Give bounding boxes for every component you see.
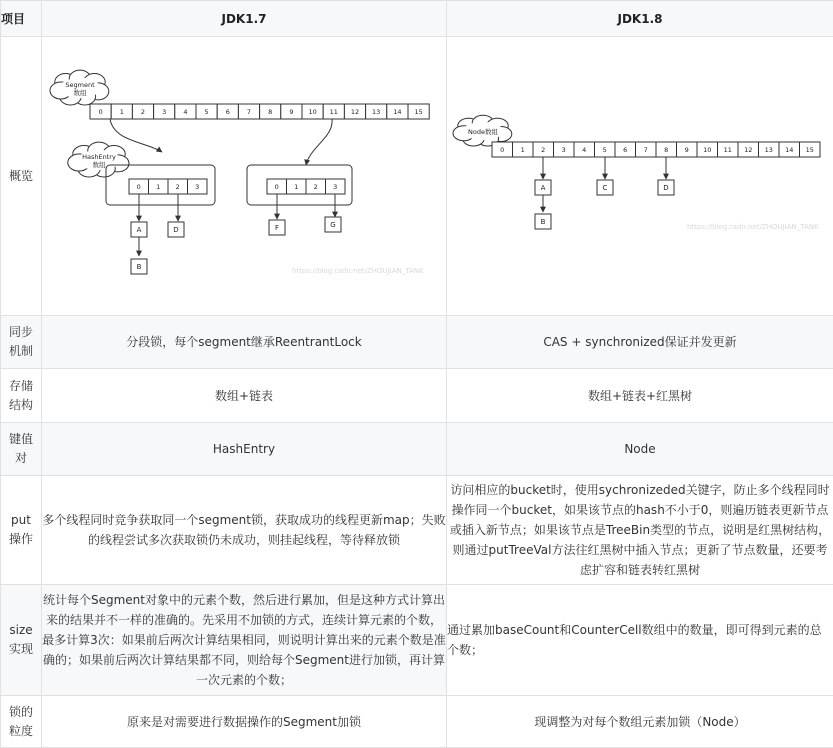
jdk18-structure-diagram bbox=[447, 37, 833, 315]
row-jdk17-value: 原来是对需要进行数据操作的Segment加锁 bbox=[42, 696, 447, 748]
node-array-cell-label: 12 bbox=[744, 146, 752, 154]
watermark: https://blog.csdn.net/ZHOUJIAN_TANK bbox=[292, 267, 424, 275]
segment-cell-label: 6 bbox=[226, 108, 230, 116]
row-jdk17-value: 分段锁，每个segment继承ReentrantLock bbox=[42, 316, 447, 369]
node-array-cell-label: 15 bbox=[806, 146, 814, 154]
node-array-cell-label: 3 bbox=[562, 146, 566, 154]
node-label-f: F bbox=[275, 224, 279, 232]
cloud-label: Node数组 bbox=[468, 127, 498, 136]
segment-cell-label: 4 bbox=[183, 108, 187, 116]
row-sync bbox=[1, 316, 833, 369]
cloud-label: 数组 bbox=[74, 88, 88, 97]
jdk17-structure-diagram bbox=[42, 37, 446, 315]
bucket-left-cell-label: 0 bbox=[137, 183, 141, 191]
row-jdk17-value: 统计每个Segment对象中的元素个数，然后进行累加，但是这种方式计算出来的结果并不一样的准确的。先采用不加锁的方式，连续计算元素的个数，最多计算3次：如果前后两次计算结果相同，则说明计算出来的元素个数是准确的；如果前后两次计算结果都不同，则给每个Segment进行加锁，再计算一次元素的个数； bbox=[42, 585, 447, 696]
segment-cell-label: 7 bbox=[247, 108, 251, 116]
watermark: https://blog.csdn.net/ZHOUJIAN_TANK bbox=[687, 223, 819, 231]
row-jdk18-value: 现调整为对每个数组元素加锁（Node） bbox=[447, 696, 833, 748]
segment-array-cloud bbox=[50, 70, 109, 105]
row-kv bbox=[1, 423, 833, 476]
segment-cell-label: 12 bbox=[351, 108, 359, 116]
node-array-cell-label: 9 bbox=[685, 146, 689, 154]
overview-label: 概览 bbox=[1, 37, 42, 316]
row-label: 键值 对 bbox=[1, 423, 42, 476]
node-label-a: A bbox=[541, 184, 546, 192]
segment-cell-label: 14 bbox=[393, 108, 401, 116]
row-jdk18-value: 通过累加baseCount和CounterCell数组中的数量，即可得到元素的总个数； bbox=[447, 585, 833, 696]
segment-cell-label: 10 bbox=[308, 108, 316, 116]
node-array-cell-label: 1 bbox=[521, 146, 525, 154]
row-jdk17-value: 数组+链表 bbox=[42, 369, 447, 423]
node-array-cell-label: 2 bbox=[541, 146, 545, 154]
row-jdk17-value: HashEntry bbox=[42, 423, 447, 476]
cloud-label: HashEntry bbox=[82, 153, 116, 161]
segment-arrow-right bbox=[306, 119, 332, 165]
segment-cell-label: 2 bbox=[141, 108, 145, 116]
row-label: size 实现 bbox=[1, 585, 42, 696]
node-label-b: B bbox=[137, 263, 142, 271]
node-array-cell-label: 10 bbox=[703, 146, 711, 154]
node-array-cell-label: 7 bbox=[644, 146, 648, 154]
node-array-cell-label: 5 bbox=[603, 146, 607, 154]
node-label-c: C bbox=[603, 184, 608, 192]
node-array-cell-label: 14 bbox=[785, 146, 793, 154]
node-label-a: A bbox=[137, 226, 142, 234]
segment-cell-label: 15 bbox=[414, 108, 422, 116]
header-jdk17: JDK1.7 bbox=[42, 1, 447, 37]
row-label: put 操作 bbox=[1, 476, 42, 585]
bucket-right-cell-label: 0 bbox=[275, 183, 279, 191]
segment-cell-label: 0 bbox=[99, 108, 103, 116]
header-row bbox=[1, 1, 833, 37]
bucket-right-cell-label: 2 bbox=[314, 183, 318, 191]
bucket-left-cell-label: 2 bbox=[176, 183, 180, 191]
overview-jdk18-cell bbox=[447, 37, 833, 316]
segment-cell-label: 5 bbox=[205, 108, 209, 116]
segment-cell-label: 9 bbox=[289, 108, 293, 116]
row-overview bbox=[1, 37, 833, 316]
segment-cell-label: 8 bbox=[268, 108, 272, 116]
row-jdk18-value: 数组+链表+红黑树 bbox=[447, 369, 833, 423]
node-array-cell-label: 13 bbox=[765, 146, 773, 154]
bucket-right-cell-label: 1 bbox=[294, 183, 298, 191]
row-jdk18-value: 访问相应的bucket时，使用sychronizeded关键字，防止多个线程同时操作同一个bucket，如果该节点的hash不小于0，则遍历链表更新节点或插入新节点；如果该节点是TreeBin类型的节点，说明是红黑树结构，则通过putTreeVal方法往红黑树中插入节点；更新了节点数量，还要考虑扩容和链表转红黑树 bbox=[447, 476, 833, 585]
row-jdk18-value: Node bbox=[447, 423, 833, 476]
node-label-b: B bbox=[541, 218, 546, 226]
node-array-cell-label: 11 bbox=[724, 146, 732, 154]
node-array-cell-label: 4 bbox=[582, 146, 586, 154]
node-label-d: D bbox=[663, 184, 668, 192]
row-label: 同步 机制 bbox=[1, 316, 42, 369]
header-item: 项目 bbox=[1, 1, 42, 37]
bucket-right-cell-label: 3 bbox=[333, 183, 337, 191]
node-array-cell-label: 8 bbox=[664, 146, 668, 154]
header-jdk18: JDK1.8 bbox=[447, 1, 833, 37]
row-size bbox=[1, 585, 833, 696]
node-label-g: G bbox=[330, 221, 335, 229]
row-label: 锁的 粒度 bbox=[1, 696, 42, 748]
bucket-left-cell-label: 3 bbox=[195, 183, 199, 191]
bucket-left-cell-label: 1 bbox=[156, 183, 160, 191]
row-label: 存储 结构 bbox=[1, 369, 42, 423]
row-jdk18-value: CAS + synchronized保证并发更新 bbox=[447, 316, 833, 369]
node-array-cell-label: 0 bbox=[500, 146, 504, 154]
segment-cell-label: 1 bbox=[120, 108, 124, 116]
row-jdk17-value: 多个线程同时竞争获取同一个segment锁，获取成功的线程更新map；失败的线程尝试多次获取锁仍未成功，则挂起线程，等待释放锁 bbox=[42, 476, 447, 585]
cloud-label: 数组 bbox=[93, 160, 107, 169]
overview-jdk17-cell bbox=[42, 37, 447, 316]
row-lock bbox=[1, 696, 833, 748]
segment-cell-label: 13 bbox=[372, 108, 380, 116]
segment-cell-label: 11 bbox=[330, 108, 338, 116]
hashentry-array-cloud bbox=[68, 142, 129, 177]
node-array-cell-label: 6 bbox=[623, 146, 627, 154]
node-array-cloud bbox=[453, 115, 512, 146]
row-put bbox=[1, 476, 833, 585]
row-storage bbox=[1, 369, 833, 423]
cloud-label: Segment bbox=[65, 81, 95, 89]
segment-cell-label: 3 bbox=[162, 108, 166, 116]
node-label-d: D bbox=[173, 226, 178, 234]
